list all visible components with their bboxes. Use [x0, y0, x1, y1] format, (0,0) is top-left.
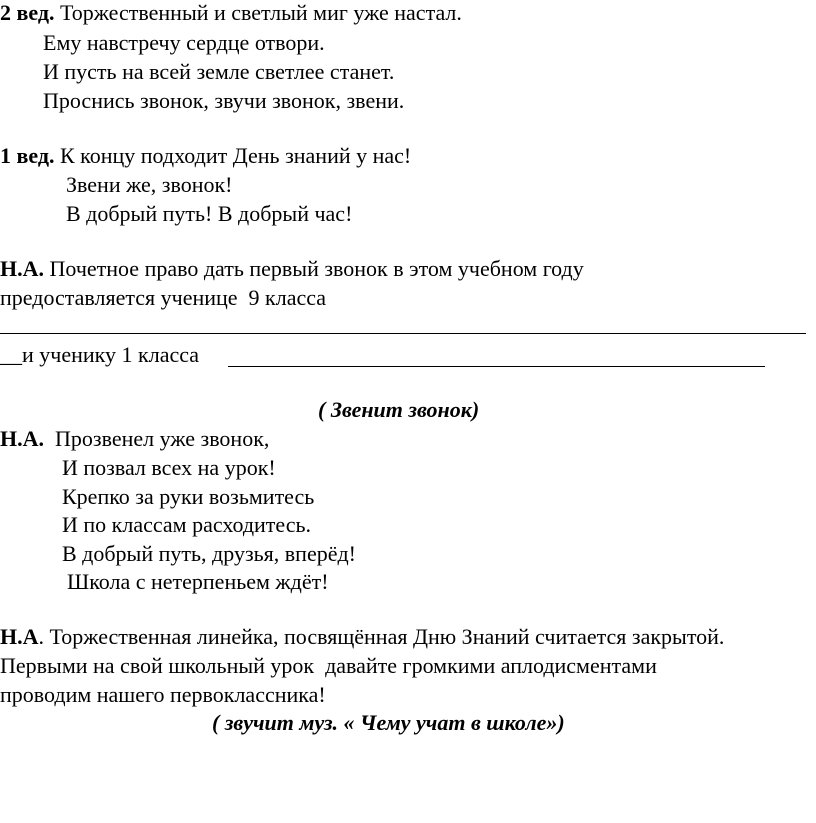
verse-line: Торжественный и светлый миг уже настал. [59, 0, 462, 25]
blank-underline [228, 366, 765, 367]
closing-text: проводим нашего первоклассника! [0, 682, 326, 707]
announcement-text: и ученику 1 класса [22, 342, 200, 367]
closing-line [0, 624, 724, 650]
blank-underline [0, 333, 806, 334]
speaker-line-na [0, 426, 269, 452]
speaker-label: Н.А. [0, 256, 44, 281]
speaker-label: Н.А [0, 624, 39, 649]
announcement-line [0, 256, 584, 282]
speaker-label: Н.А. [0, 426, 44, 451]
verse-line: В добрый путь, друзья, вперёд! [62, 541, 356, 566]
speaker-line-2ved [0, 0, 462, 26]
verse-line: Крепко за руки возьмитесь [62, 484, 315, 509]
speaker-label: 1 вед. [0, 143, 55, 168]
announcement-text: предоставляется ученице 9 класса [0, 285, 327, 310]
announcement-line [0, 342, 199, 368]
blank-prefix: __ [0, 342, 22, 367]
stage-direction: ( Звенит звонок) [318, 397, 480, 422]
verse-line: И позвал всех на урок! [62, 455, 276, 480]
verse-line: Звени же, звонок! [66, 172, 233, 197]
verse-line: К концу подходит День знаний у нас! [59, 143, 412, 168]
verse-line: В добрый путь! В добрый час! [66, 201, 353, 226]
speaker-label: 2 вед. [0, 0, 55, 25]
verse-line: И пусть на всей земле светлее станет. [43, 59, 395, 84]
speaker-line-1ved [0, 143, 411, 169]
verse-line: Ему навстречу сердце отвори. [43, 30, 325, 55]
stage-direction: ( звучит муз. « Чему учат в школе») [212, 710, 565, 735]
verse-line: Проснись звонок, звучи звонок, звени. [43, 88, 405, 113]
announcement-text: Почетное право дать первый звонок в этом учебном году [49, 256, 584, 281]
closing-text: Первыми на свой школьный урок давайте громкими аплодисментами [0, 653, 657, 678]
verse-line: Школа с нетерпеньем ждёт! [67, 569, 329, 594]
closing-text: . Торжественная линейка, посвящённая Дню Знаний считается закрытой. [38, 624, 725, 649]
verse-line: И по классам расходитесь. [62, 512, 312, 537]
verse-line: Прозвенел уже звонок, [55, 426, 270, 451]
